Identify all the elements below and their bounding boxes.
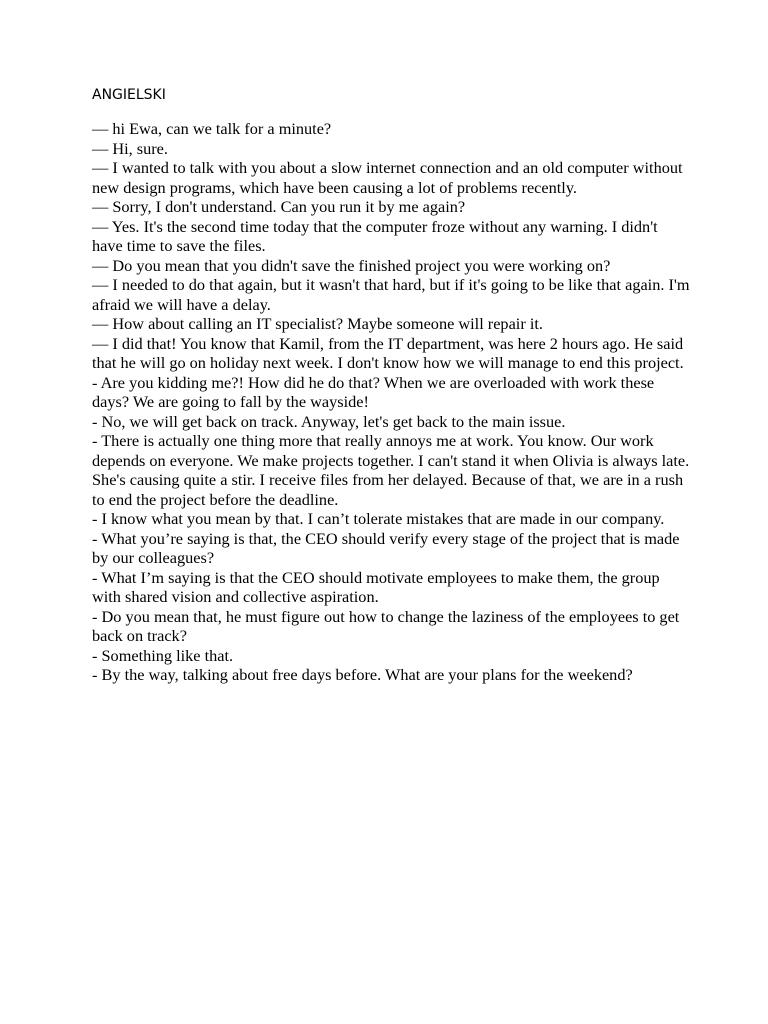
dialogue-line: — Yes. It's the second time today that the computer froze without any warning. I didn't have time to save the files. bbox=[92, 216, 658, 255]
dialogue-line: - No, we will get back on track. Anyway, let's get back to the main issue. bbox=[92, 411, 566, 431]
dialogue-line: — Do you mean that you didn't save the finished project you were working on? bbox=[92, 255, 611, 275]
dialogue-line: - What I’m saying is that the CEO should motivate employees to make them, the group with shared vision and collective aspiration. bbox=[92, 567, 660, 606]
dialogue-line: — Hi, sure. bbox=[92, 138, 168, 158]
dialogue-line: - Do you mean that, he must figure out how to change the laziness of the employees to get back on track? bbox=[92, 606, 680, 645]
document-heading: ANGIELSKI bbox=[92, 87, 166, 103]
dialogue-line: - I know what you mean by that. I can’t tolerate mistakes that are made in our company. bbox=[92, 509, 665, 528]
dialogue-line: — I did that! You know that Kamil, from the IT department, was here 2 hours ago. He said that he will go on holiday next week. I don't know how we will manage to end this project. bbox=[92, 333, 684, 372]
dialogue-line: — I wanted to talk with you about a slow internet connection and an old computer without new design programs, which have been causing a lot of problems recently. bbox=[92, 158, 683, 197]
dialogue-line: - Something like that. bbox=[92, 645, 234, 665]
dialogue-line: - What you’re saying is that, the CEO should verify every stage of the project that is made by our colleagues? bbox=[92, 528, 680, 567]
dialogue-line: — hi Ewa, can we talk for a minute? bbox=[92, 119, 332, 138]
dialogue-line: - By the way, talking about free days before. What are your plans for the weekend? bbox=[92, 665, 633, 684]
dialogue-line: — Sorry, I don't understand. Can you run it by me again? bbox=[92, 197, 466, 216]
dialogue-line: - There is actually one thing more that really annoys me at work. You know. Our work depends on everyone. We make projects together. I can't stand it when Olivia is always late. She's causing quite a stir. I receive files from her delayed. Because of that, we are in a rush to end the project before the deadline. bbox=[92, 431, 690, 509]
dialogue-line: - Are you kidding me?! How did he do that? When we are overloaded with work these days? We are going to fall by the wayside! bbox=[92, 372, 655, 411]
dialogue-line: — I needed to do that again, but it wasn't that hard, but if it's going to be like that again. I'm afraid we will have a delay. bbox=[92, 275, 690, 314]
dialogue-line: — How about calling an IT specialist? Maybe someone will repair it. bbox=[92, 314, 543, 333]
dialogue-text bbox=[92, 119, 692, 685]
